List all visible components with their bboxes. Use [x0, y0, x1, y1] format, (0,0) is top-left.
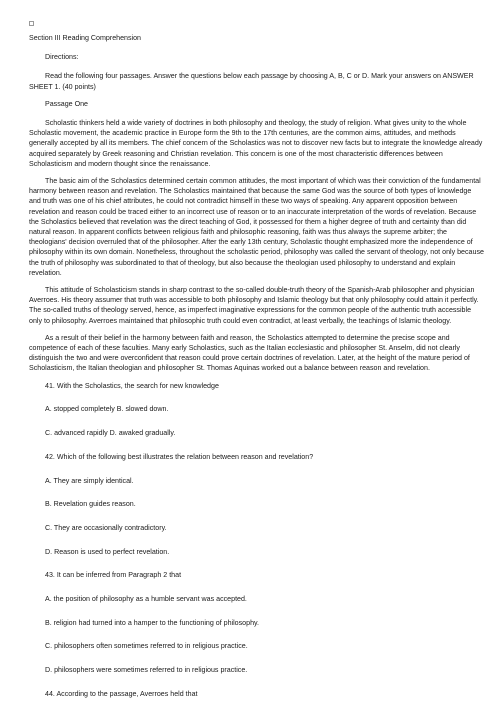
question-42-option-d: D. Reason is used to perfect revelation. [45, 547, 170, 556]
question-43-stem: 43. It can be inferred from Paragraph 2 that [45, 571, 182, 580]
question-43-option-b: B. religion had turned into a hamper to the functioning of philosophy. [45, 618, 260, 627]
page-marker-icon [29, 21, 34, 26]
passage-title: Passage One [45, 99, 88, 108]
question-43-option-c: C. philosophers often sometimes referred to in religious practice. [45, 642, 248, 651]
question-41-options-ab: A. stopped completely B. slowed down. [45, 405, 169, 414]
question-42-option-c: C. They are occasionally contradictory. [45, 523, 167, 532]
passage-paragraph: As a result of their belief in the harmony between faith and reason, the Scholastics attempted to determine the precise scope and competence of each of these faculties. Many early Scholastics, such as the Italian ecclesiastic and philosopher St. Anselm, did not clearly distinguish the two and were overconfident that reason could prove certain doctrines of revelation. Later, at the height of the mature period of Scholasticism, the Italian theologian and philosopher St. Thomas Aquinas worked out a balance between reason and revelation. [29, 333, 470, 373]
question-43-option-a: A. the position of philosophy as a humble servant was accepted. [45, 595, 247, 604]
directions-text: Read the following four passages. Answer the questions below each passage by choosing A, B, C or D. Mark your answers on ANSWER SHEET 1. (40 points) [29, 72, 474, 91]
question-43-option-d: D. philosophers were sometimes referred to in religious practice. [45, 666, 248, 675]
question-42-option-b: B. Revelation guides reason. [45, 500, 136, 509]
question-41-stem: 41. With the Scholastics, the search for new knowledge [45, 381, 219, 390]
passage-paragraph: The basic aim of the Scholastics determined certain common attitudes, the most important of which was their conviction of the fundamental harmony between reason and revelation. The Scholastics maintained that because the same God was the source of both types of knowledge and truth was one of his chief attributes, he could not contradict himself in these two ways of speaking. Any apparent opposition between revelation and reason could be traced either to an incorrect use of reason or to an inaccurate interpretation of the words of revelation. Because the Scholastics believed that revelation was the direct teaching of God, it possessed for them a higher degree of truth and certainty than did natural reason. In apparent conflicts between religious faith and philosophic reasoning, faith was thus always the supreme arbiter; the theologians' decision overruled that of the philosopher. After the early 13th century, Scholastic thought emphasized more the independence of philosophy within its own domain. Nonetheless, throughout the scholastic period, philosophy was called the servant of theology, not only because the truth of philosophy was subordinated to that of theology, but also because the theologian used philosophy to understand and explain revelation. [29, 177, 484, 277]
section-title: Section III Reading Comprehension [29, 34, 141, 42]
document-content [29, 33, 484, 713]
question-42-stem: 42. Which of the following best illustrates the relation between reason and revelation? [45, 452, 314, 461]
passage-paragraph: This attitude of Scholasticism stands in sharp contrast to the so-called double-truth theory of the Spanish-Arab philosopher and physician Averroes. His theory assumer that truth was accessible to both philosophy and Islamic theology but that only philosophy could attain it perfectly. The so-called truths of theology served, hence, as imperfect imaginative expressions for the common people of the authentic truth accessible only to philosophy. Averroes maintained that philosophic truth could even contradict, at least verbally, the teachings of Islamic theology. [29, 286, 479, 325]
question-44-stem: 44. According to the passage, Averroes held that [45, 689, 198, 698]
question-41-options-cd: C. advanced rapidly D. awaked gradually. [45, 429, 176, 438]
question-42-option-a: A. They are simply identical. [45, 476, 134, 485]
directions-label: Directions: [45, 53, 79, 62]
passage-paragraph: Scholastic thinkers held a wide variety of doctrines in both philosophy and theology, the study of religion. What gives unity to the whole Scholastic movement, the academic practice in Europe form the 9th to the 17th centuries, are the common aims, attitudes, and methods generally accepted by all its members. The chief concern of the Scholastics was not to discover new facts but to integrate the knowledge already acquired separately by Greek reasoning and Christian revelation. This concern is one of the most characteristic differences between Scholasticism and modern thought since the renaissance. [29, 119, 483, 168]
